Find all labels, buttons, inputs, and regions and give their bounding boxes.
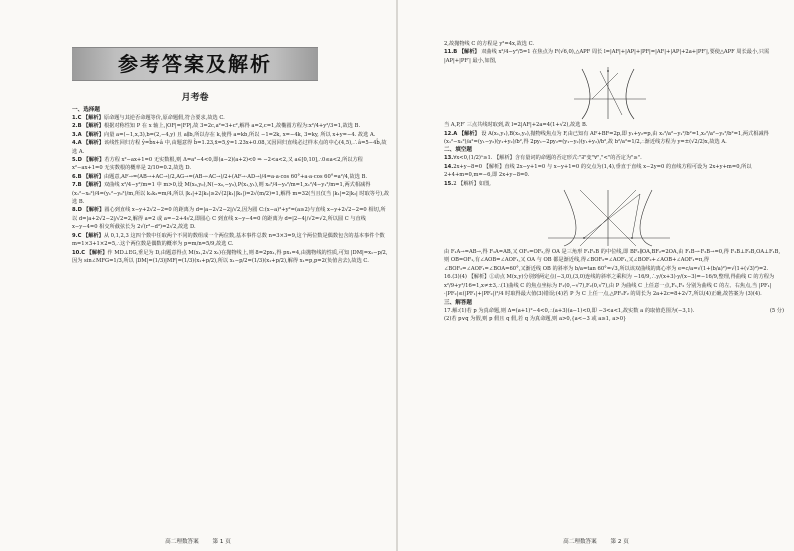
fill-answer-item <box>444 180 784 188</box>
answer-text: 若方程 x²−ax+1=0 无实数根,则 Δ=a²−4<0,即(a−2)(a+2)<0 ⇒ −2<a<2,又 a∈[0,10],∴0≤a<2,所以方程 x²−ax+1=0 无实数根的概率是 2/10=0.2,故选 D. <box>72 157 363 172</box>
answer-item-16: 16.(3)(4) 【解析】①动点 M(x,y)分别到两定点(−3,0),(3,0)连线的斜率之乘积为 −16/9,∴y/(x+3)·y/(x−3)=−16/9,整理,得曲线 C 的方程为 x²/9+y²/16=1,x≠±3,∴(1)曲线 C 的焦点坐标为 F₁(0,−√7),F₂(0,√7),由 P 为曲线 C 上任意一点,F₁,F₂ 分别为曲线 C 的左、右焦点,当 |PF₁|·|PF₂|≤(|PF₁|+|PF₂|)²/4 时取得最大值(3)错误;(4)若 P 为 C 上任一点,△PF₁F₂ 的周长为 2a+2c=8+2√7,所以(4)正确,故答案为 (3)(4). <box>444 274 775 298</box>
answer-text: 向量 a=(−1,x,3),b=(2,−4,y) 且 a∥b,所以存在 k,使得 a=kb,所以 −1=2k, x=−4k, 3=ky, 所以 x+y=−4. 故选 A. <box>104 131 376 138</box>
answer-text: 从 0,1,2,3 这四个数中任取两个不同的数组成一个两位数,基本事件总数 n=3×3=9,这个两位数是偶数包含的基本事件个数 m=1×3+1×2=5,∴这个两位数是偶数的概率为 p=m/n=5/9,故选 C. <box>72 232 385 248</box>
left-answer-list <box>72 114 390 265</box>
answer-item-11-cont <box>444 121 784 129</box>
answer-number: 9.C <box>72 232 82 239</box>
answer-item-15-cont: 由 F₁A→=AB→,得 F₁A=AB,又 OF₁=OF₂,得 OA 是三角形 F₁F₂B 的中位线,即 BF₂∥OA,BF₂=2OA,由 F₁B→·F₂B→=0,得 F₁B⊥F₂B,OA⊥F₁B,则 OB=OF₁,有∠AOB=∠AOF₁,又 OA 与 OB 都是渐近线,得∠BOF₂=∠AOF₁,又∠BOF₂+∠AOB+∠AOF₁=π,得∠BOF₂=∠AOF₁=∠BOA=60°,又渐近线 OB 的斜率为 b/a=tan 60°=√3,所以该双曲线的离心率为 e=c/a=√(1+(b/a)²)=√(1+(√3)²)=2. <box>444 249 781 272</box>
analysis-tag: 【解析】 <box>458 49 480 56</box>
answer-text: 原命题与其逆否命题等价,原命题假,符合要求,故选 C. <box>103 115 225 121</box>
answer-text: 根据对称性知 P 在 x 轴上,|OF|=|FP|,故 3=2c,a²=3+c²,解得 a=2,c=1,故椭圆方程为:x²/4+y²/3=1,故选 B. <box>103 123 361 130</box>
analysis-tag: 【解析】 <box>86 249 108 256</box>
answer-text: 该线性回归方程 ŷ=b̂x+â 中,由题意得 b̂=1.23,x̄=5,ȳ=1.23x+0.08,又因回归直线必过样本点的中心(4,5),∴â=5−4b̂,故选 A. <box>72 140 387 155</box>
answer-number: 7.B <box>72 182 82 189</box>
answer-text: 当 A,P,F′ 三点共线时取到,故 l=2|AF|+2a=4(1+√2),故选 B. <box>444 122 588 129</box>
answer-item <box>72 249 390 266</box>
analysis-tag: 【解析】 <box>83 232 104 239</box>
answer-number: 5.D <box>72 157 82 164</box>
analysis-tag: 【解析】 <box>83 131 105 138</box>
answer-number: 8.D <box>72 207 82 214</box>
answer-item <box>72 131 390 139</box>
title-banner <box>72 47 318 81</box>
figure-15-slot <box>444 188 784 248</box>
answer-item <box>72 181 390 206</box>
answer-text: 作 MD⊥EG,垂足为 D,由题意得点 M(x₁,2√2 x₁)在抛物线上,则 8=2px₁,得 px₁=4,由抛物线的性质,可知 |DM|=x₁−p/2,因为 sin∠MFG=1/3,所以 |DM|=(1/3)|MF|=(1/3)(x₁+p/2),所以 x₁−p/2=(1/3)(x₁+p/2),解得 x₁=p,p=2(负值舍去),故选 C. <box>72 249 388 264</box>
answer-number: 12.A <box>444 130 458 137</box>
right-body <box>444 40 784 323</box>
left-body <box>72 106 390 265</box>
answer-item <box>72 122 390 130</box>
continuation-text: 2,故抛物线 C 的方程是 y²=4x,故选 C. <box>444 41 535 47</box>
analysis-tag: 【解析】 <box>83 207 105 214</box>
analysis-tag: 【解析】 <box>83 157 105 164</box>
answer-text: 2x+y−8=0 【解析】直线 2x−y+1=0 与 x−y+1=0 的交点为(1,4),垂直于直线 x−2y=0 的直线方程可设为 2x+y+m=0,所以 2+4+m=0,m=−6,即 2x+y−8=0. <box>444 163 752 179</box>
fill-answer-item <box>444 154 784 162</box>
answer-item-12 <box>444 130 784 147</box>
answer-number: 6.B <box>72 173 82 180</box>
answer-number: 10.C <box>72 249 85 256</box>
right-page <box>398 0 794 551</box>
left-footer <box>0 537 396 545</box>
answer-text: 2 【解析】如图, <box>453 180 491 187</box>
analysis-tag: 【解析】 <box>83 115 104 121</box>
answer-text: 17.解:(1)若 p 为真命题,则 Δ=(a+1)²−4<0,∴(a+3)(a−1)<0,即 −3<a<1,故实数 a 的取值范围为(−3,1). <box>444 307 695 314</box>
answer-item <box>72 114 390 122</box>
answer-text: 双曲线 x²/4−y²/5=1 在焦点为 F(√6,0),△APF 周长 l=|AF|+|AP|+|PF|=|AF|+|AP|+2a+|PF′|,要使△APF 周长最小,只需 |AP|+|PF′| 最小,如图, <box>444 49 770 64</box>
fill-answer-item <box>444 163 784 180</box>
analysis-tag: 【解析】 <box>83 173 104 180</box>
footer-label: 高二理数答案 <box>563 539 597 545</box>
asymptote-figure <box>544 188 674 248</box>
answer-text: 圆心到直线 x−y+2√2−2=0 的距离为 d=|a−2√2−2|/√2,因为圆 C:(x−a)²+y²=(a≥2)与直线 x−y+2√2−2=0 相切,所以 d=|a+2√2−2|/√2=2,解得 a=2 或 a=−2+4√2,即圆心 C 到直线 x−y−4=0 的距离为 d=|2−4|/√2=√2,所以圆 C 与直线 x−y−4=0 相交所截弦长为 2√(r²−d²)=2√2,故选 D. <box>72 207 386 231</box>
answer-number: 13. <box>444 155 454 162</box>
section-heading-choice: 一、选择题 <box>72 107 100 113</box>
exam-subtitle: 月考卷 <box>181 93 209 103</box>
left-page <box>0 0 396 551</box>
answer-number: 2.B <box>72 123 82 130</box>
answer-item-17a <box>444 307 784 315</box>
fill-answer-list <box>444 154 784 188</box>
answer-item <box>72 156 390 173</box>
footer-page-number: 第 1 页 <box>212 539 231 545</box>
answer-item-11 <box>444 48 784 65</box>
answer-item <box>72 173 390 181</box>
answer-item <box>72 206 390 231</box>
answer-text: ∀x<0,(1/2)ˣ≥1. 【解析】含有量词的命题的否定形式:"∃"变"∀","<"的否定为"≥". <box>453 155 642 162</box>
section-heading-fill: 二、填空题 <box>444 147 472 154</box>
answer-text: 双曲线 x²/4−y²/m=1 中 m>0,设 M(x₀,y₀),N(−x₀,−y₀),P(x₁,y₁),则 x₀²/4−y₀²/m=1,x₁²/4−y₁²/m=1,两式相减得 (x₁²−x₀²)/4=(y₁²−y₀²)/m,所以 k₁k₂=m/4,所以 |k₁|+2|k₂|≥2√(2|k₁||k₂|)=2√(m/2)=1,解得 m=32(当且仅当 |k₁|=2|k₂| 时取等号),故选 B. <box>72 182 390 206</box>
answer-item <box>72 232 390 249</box>
section-heading-solution: 三、解答题 <box>444 299 472 306</box>
footer-page-number: 第 2 页 <box>610 539 629 545</box>
analysis-tag: 【解析】 <box>83 123 104 130</box>
page-title: 参考答案及解析 <box>118 52 272 76</box>
answer-item <box>72 139 390 156</box>
answer-number: 11.B <box>444 49 458 56</box>
analysis-tag: 【解析】 <box>83 182 104 189</box>
analysis-tag: 【解析】 <box>83 140 105 147</box>
score-note: (5 分) <box>769 307 784 314</box>
analysis-tag: 【解析】 <box>458 130 480 137</box>
answer-number: 1.C <box>72 115 82 121</box>
answer-number: 15. <box>444 180 454 187</box>
answer-item-17b: (2)若 p∨q 为假,则 p 假且 q 假,若 q 为真命题,则 a>0,{a<−3 或 a≥1, a>0} <box>444 315 627 322</box>
footer-label: 高二理数答案 <box>165 539 199 545</box>
answer-text: 由题意,AF→=(AB→+AC→)/2,AG→=(AB→·AC→)/2+(AF→·AD→)/4=a·a·cos 60°+a·a·cos 60°=a²/4,故选 B. <box>103 173 368 180</box>
hyperbola-figure <box>572 65 648 121</box>
answer-number: 3.A <box>72 131 82 138</box>
answer-number: 4.A <box>72 140 82 147</box>
right-footer <box>398 537 794 545</box>
figure-11-slot <box>444 65 784 121</box>
answer-text: 设 A(x₁,y₁),B(x₂,y₂),抛物线焦点为 F,由已知有 AF+BF=2p,即 y₁+y₂=p,由 x₁²/a²−y₁²/b²=1,x₂²/a²−y₂²/b²=1,两式相减得 (x₁²−x₂²)/a²=(y₁−y₂)(y₁+y₂)/b²,得 2py₁−2py₂=(y₁−y₂)(y₁+y₂)/b²,故 b²/a²=1/2,∴渐近线方程为 y=±(√2/2)x,故选 A. <box>444 130 769 146</box>
answer-number: 14. <box>444 163 454 170</box>
